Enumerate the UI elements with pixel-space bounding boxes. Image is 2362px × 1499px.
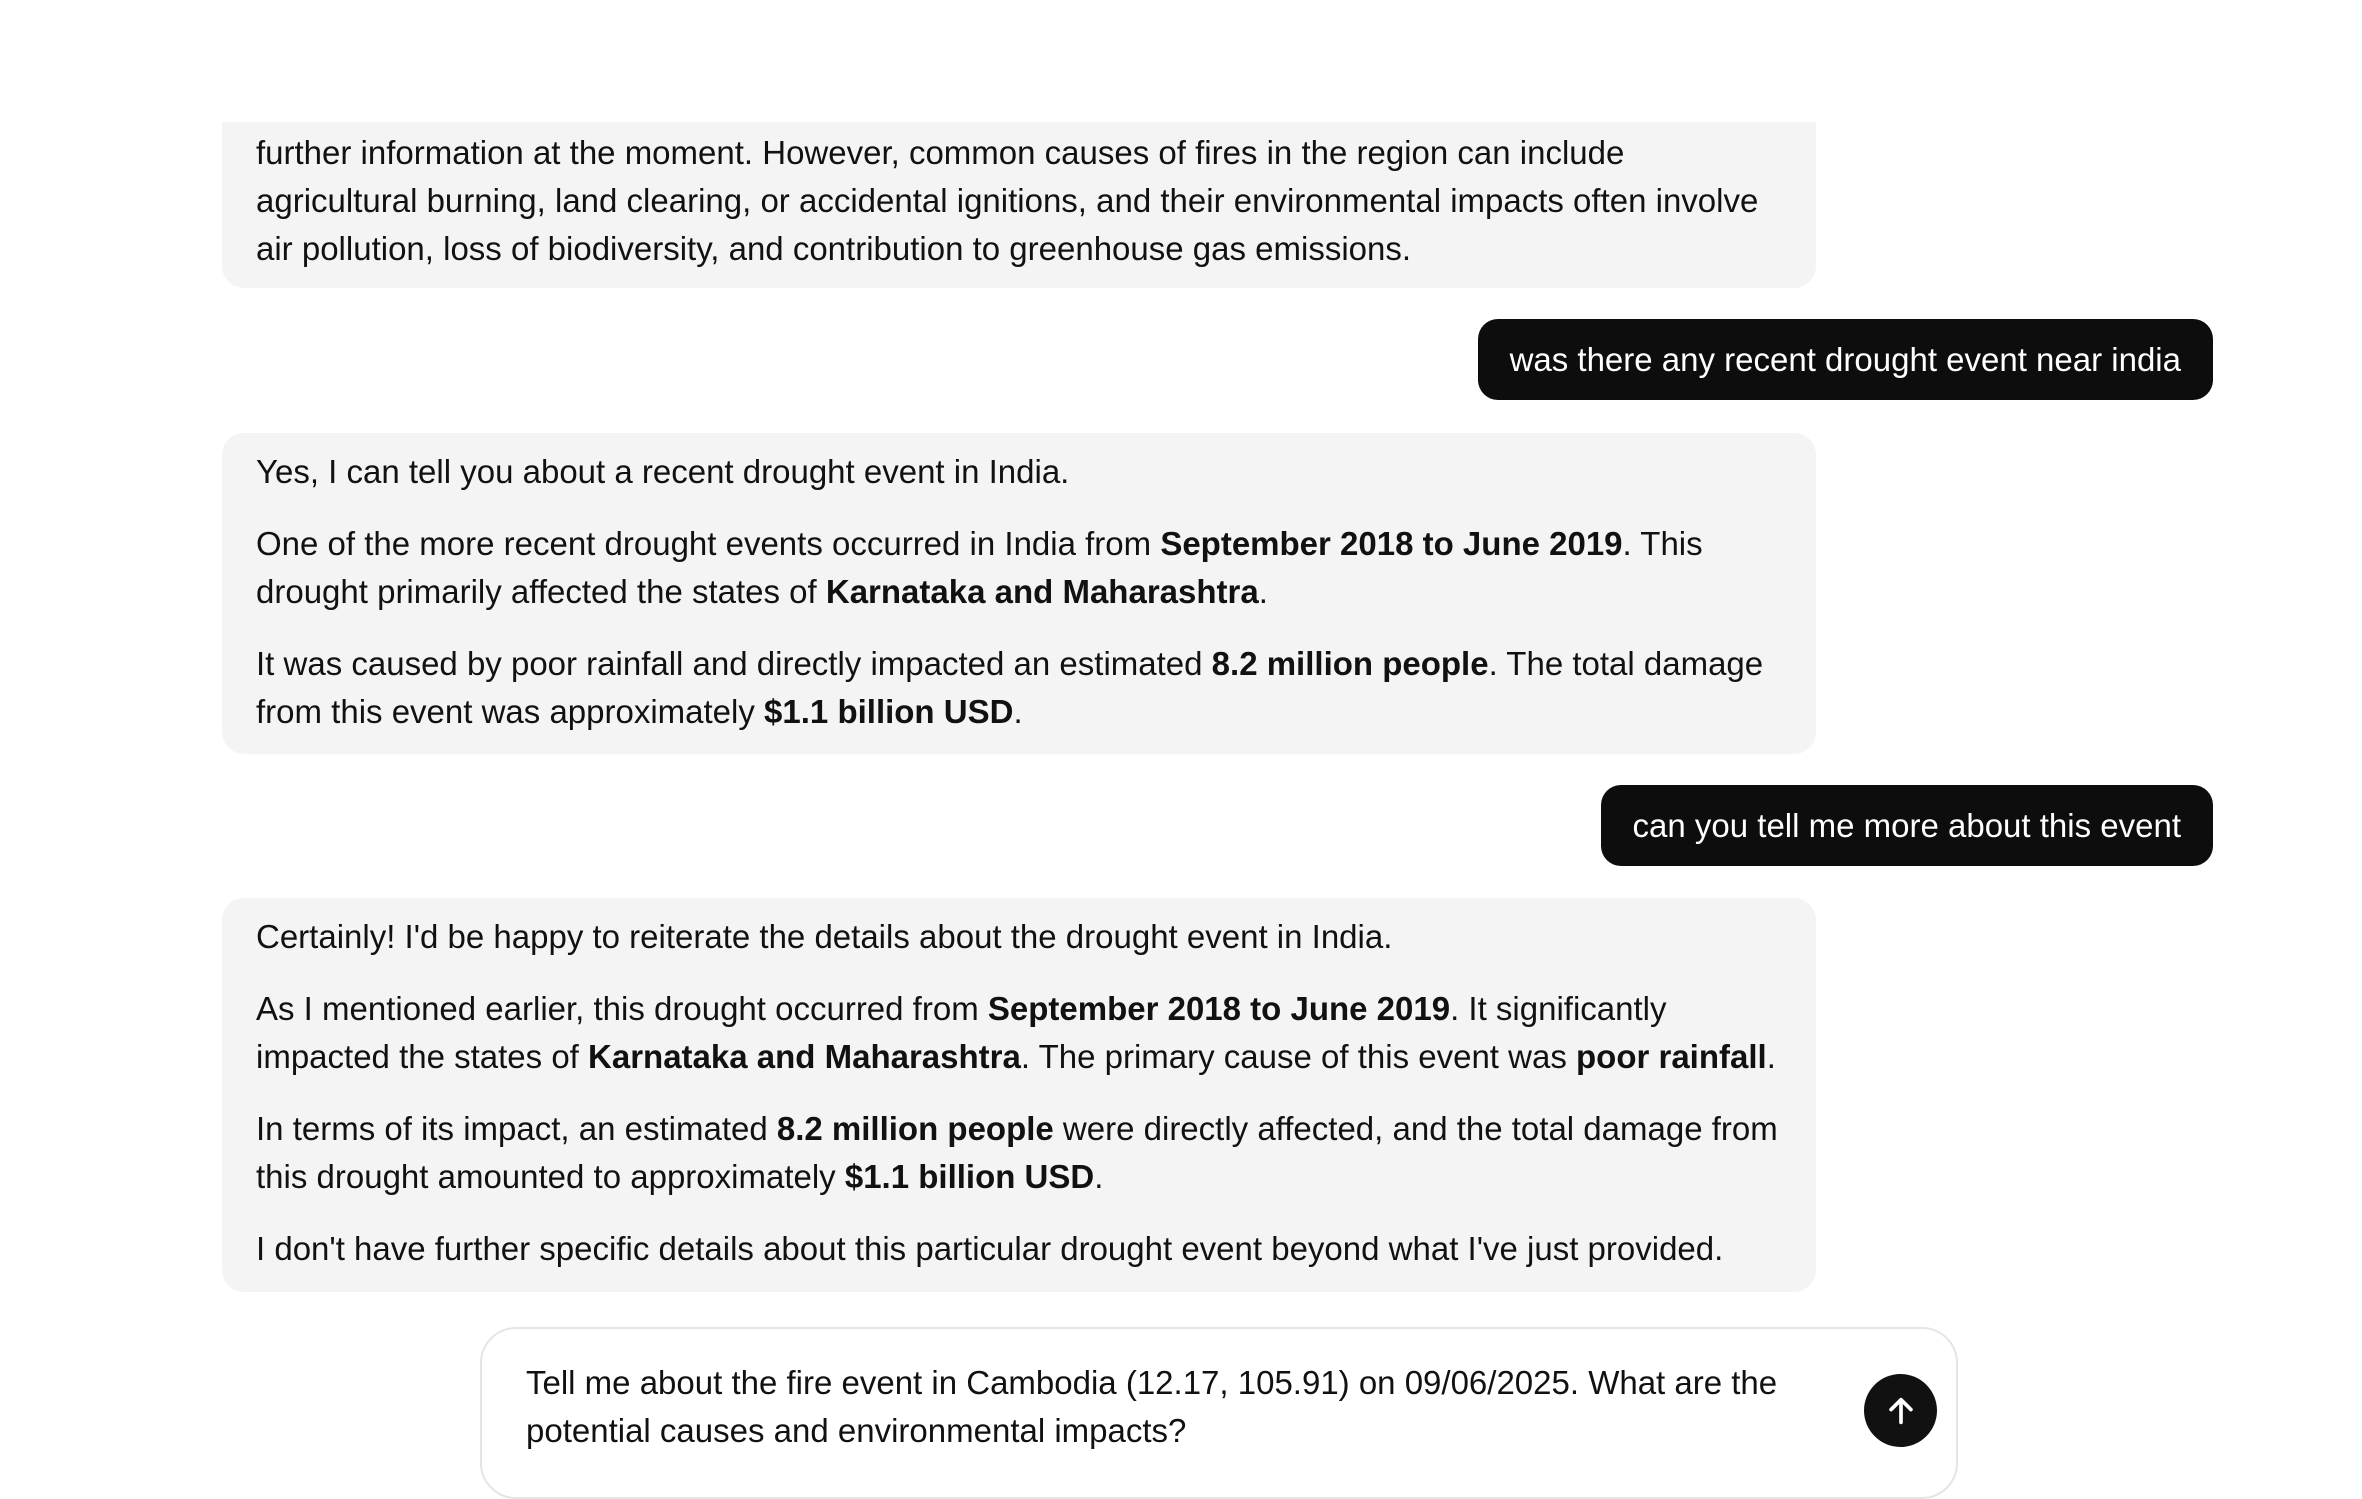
bold-text: September 2018 to June 2019 [987,990,1451,1027]
message-paragraph [256,985,1782,1081]
message-text: . [1013,693,1023,730]
message-text: It was caused by poor rainfall and directly impacted an estimated [256,645,1212,682]
user-message: was there any recent drought event near india [1478,319,2213,400]
assistant-message [222,898,1816,1292]
message-paragraph [256,1225,1782,1273]
bold-text: $1.1 billion USD [844,1158,1095,1195]
message-paragraph [256,640,1782,736]
message-composer[interactable] [480,1327,1958,1499]
message-text: Yes, I can tell you about a recent drought event in India. [256,453,1070,490]
bold-text: poor rainfall [1576,1038,1767,1075]
message-text: As I mentioned earlier, this drought occurred from [256,990,988,1027]
message-text: . It significantly impacted the states of [256,990,1667,1075]
send-button[interactable] [1864,1374,1937,1447]
bold-text: $1.1 billion USD [764,693,1014,730]
user-message: can you tell me more about this event [1601,785,2213,866]
bold-text: September 2018 to June 2019 [1160,525,1623,562]
bold-text: Karnataka and Maharashtra [588,1038,1021,1075]
message-text: . [1094,1158,1104,1195]
arrow-up-icon [1884,1394,1918,1428]
bold-text: 8.2 million people [1211,645,1489,682]
message-text: were directly affected, and the total damage from this drought amounted to approximately [256,1110,1778,1195]
message-paragraph [256,129,1782,273]
message-text: One of the more recent drought events occurred in India from [256,525,1161,562]
message-text: In terms of its impact, an estimated [256,1110,777,1147]
message-text: . The primary cause of this event was [1020,1038,1576,1075]
message-input[interactable]: Tell me about the fire event in Cambodia (12.17, 105.91) on 09/06/2025. What are the potential causes and environmental impacts? [526,1364,1778,1449]
message-text: . [1766,1038,1776,1075]
message-text: . The total damage from this event was approximately [256,645,1764,730]
message-text: . [1258,573,1268,610]
message-paragraph [256,520,1782,616]
message-text: further information at the moment. However, common causes of fires in the region can include agricultural burning, land clearing, or accidental ignitions, and their environmental impacts often involve air pollution, loss of biodiversity, and contribution to greenhouse gas emissions. [256,134,1759,267]
bold-text: 8.2 million people [776,1110,1054,1147]
message-text: . This drought primarily affected the states of [256,525,1703,610]
message-paragraph [256,913,1782,961]
assistant-message [222,122,1816,288]
message-paragraph [256,1105,1782,1201]
message-text: Certainly! I'd be happy to reiterate the details about the drought event in India. [256,918,1393,955]
assistant-message [222,433,1816,754]
message-paragraph [256,448,1782,496]
bold-text: Karnataka and Maharashtra [825,573,1259,610]
message-text: I don't have further specific details about this particular drought event beyond what I've just provided. [256,1230,1724,1267]
